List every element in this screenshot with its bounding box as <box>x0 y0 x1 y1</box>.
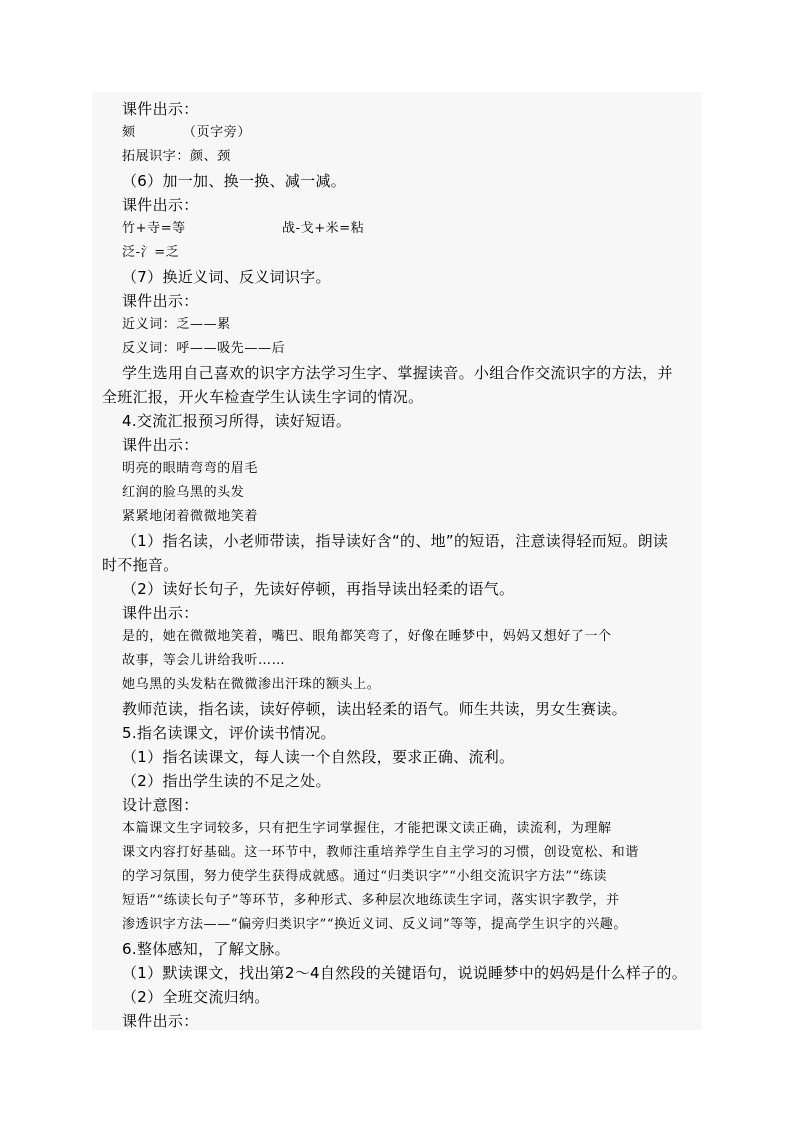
text-line: 战-戈+米=粘 <box>282 221 365 236</box>
text-line: 全班汇报，开火车检查学生认读生字词的情况。 <box>102 388 424 406</box>
text-line: （1）指名读，小老师带读，指导读好含“的、地”的短语，注意读得轻而短。朗读 <box>122 532 669 550</box>
text-line: 明亮的眼睛弯弯的眉毛 <box>122 461 259 476</box>
text-line: （2）指出学生读的不足之处。 <box>122 772 331 790</box>
text-line: 渗透识字方法——“偏旁归类识字”“换近义词、反义词”等等，提高学生识字的兴趣。 <box>122 917 627 932</box>
text-line: 是的，她在微微地笑着，嘴巴、眼角都笑弯了，好像在睡梦中，妈妈又想好了一个 <box>122 629 612 644</box>
text-line: 的学习氛围，努力使学生获得成就感。通过“归类识字”“小组交流识字方法”“练读 <box>122 869 608 884</box>
text-line: （6）加一加、换一换、减一减。 <box>122 172 347 190</box>
text-line: 学生选用自己喜欢的识字方法学习生字、掌握读音。小组合作交流识字的方法，并 <box>122 364 673 382</box>
text-line: 她乌黑的头发粘在微微渗出汗珠的额头上。 <box>122 677 381 692</box>
text-line: 4.交流汇报预习所得，读好短语。 <box>122 412 352 430</box>
text-line: 竹+寺=等 <box>122 221 186 236</box>
text-line: 紧紧地闭着微微地笑着 <box>122 509 259 524</box>
text-line: 时不拖音。 <box>102 556 179 574</box>
text-line: 短语”“练读长句子”等环节，多种形式、多种层次地练读生字词，落实识字教学，并 <box>122 893 620 908</box>
text-line: 颏 （页字旁） <box>122 125 251 140</box>
text-line: （2）读好长句子，先读好停顿，再指导读出轻柔的语气。 <box>122 580 515 598</box>
text-line: 泛-氵=乏 <box>122 245 180 260</box>
text-line: （1）默读课文，找出第2～4自然段的关键语句，说说睡梦中的妈妈是什么样子的。 <box>122 964 688 982</box>
text-line: 课件出示： <box>122 196 199 214</box>
text-line: 5.指名读课文，评价读书情况。 <box>122 724 336 742</box>
text-line: 近义词：乏——累 <box>122 317 231 332</box>
text-line: 拓展识字：颜、颈 <box>122 149 231 164</box>
text-line: 6.整体感知，了解文脉。 <box>122 940 290 958</box>
text-line: （1）指名读课文，每人读一个自然段，要求正确、流利。 <box>122 748 515 766</box>
text-line: （2）全班交流归纳。 <box>122 988 270 1006</box>
text-line: 课文内容打好基础。这一环节中，教师注重培养学生自主学习的习惯，创设宽松、和谐 <box>122 845 639 860</box>
text-line: 本篇课文生字词较多，只有把生字词掌握住，才能把课文读正确，读流利，为理解 <box>122 821 612 836</box>
text-line: 反义词：呼——吸先——后 <box>122 341 286 356</box>
text-line: 课件出示： <box>122 604 199 622</box>
text-line: 课件出示： <box>122 1012 199 1030</box>
text-line: 故事，等会儿讲给我听…… <box>122 653 286 668</box>
text-line: 设计意图： <box>122 796 199 814</box>
text-line: （7）换近义词、反义词识字。 <box>122 268 331 286</box>
text-line: 红润的脸乌黑的头发 <box>122 485 245 500</box>
text-line: 课件出示： <box>122 100 199 118</box>
text-line: 教师范读，指名读，读好停顿，读出轻柔的语气。师生共读，男女生赛读。 <box>122 700 627 718</box>
text-line: 课件出示： <box>122 292 199 310</box>
text-line: 课件出示： <box>122 436 199 454</box>
